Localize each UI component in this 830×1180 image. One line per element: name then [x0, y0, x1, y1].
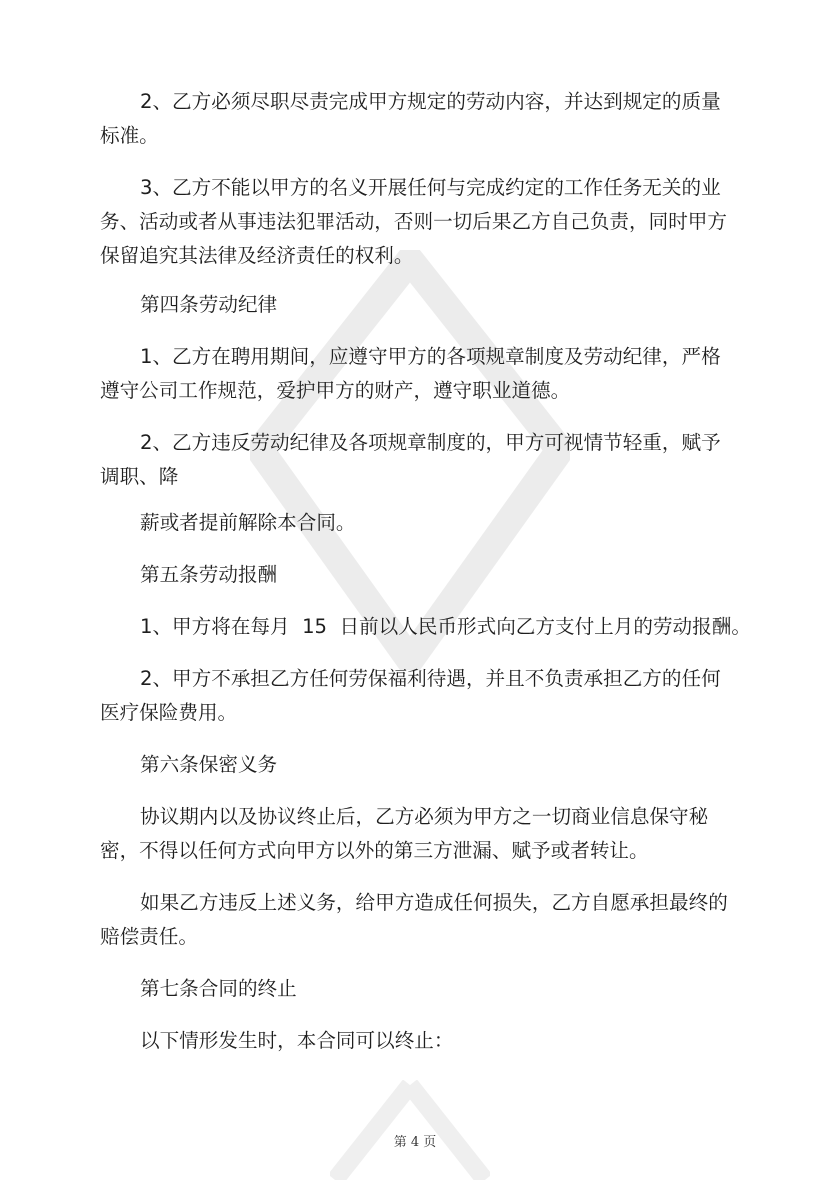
paragraph-line: 协议期内以及协议终止后，乙方必须为甲方之一切商业信息保守秘 [140, 805, 709, 828]
watermark-bottom [330, 1080, 490, 1180]
paragraph-line: 务、活动或者从事违法犯罪活动，否则一切后果乙方自己负责，同时甲方 [100, 210, 727, 233]
paragraph-line: 薪或者提前解除本合同。 [140, 511, 356, 534]
page-number: 第 4 页 [393, 1135, 437, 1150]
paragraph-line: 密，不得以任何方式向甲方以外的第三方泄漏、赋予或者转让。 [100, 839, 649, 862]
paragraph-line: 赔偿责任。 [100, 925, 198, 948]
paragraph-line: 3、乙方不能以甲方的名义开展任何与完成约定的工作任务无关的业 [140, 176, 721, 199]
paragraph-line: 调职、降 [100, 465, 179, 488]
paragraph-line: 标准。 [100, 124, 159, 147]
paragraph-line: 遵守公司工作规范，爱护甲方的财产，遵守职业道德。 [100, 379, 571, 402]
paragraph-line: 医疗保险费用。 [100, 701, 238, 724]
section-heading: 第六条保密义务 [140, 753, 278, 776]
watermark [250, 250, 570, 670]
paragraph-line: 以下情形发生时，本合同可以终止： [140, 1029, 454, 1052]
section-heading: 第四条劳动纪律 [140, 293, 278, 316]
paragraph-line: 1、乙方在聘用期间，应遵守甲方的各项规章制度及劳动纪律，严格 [140, 345, 721, 368]
section-heading: 第七条合同的终止 [140, 977, 297, 1000]
paragraph-line: 2、乙方必须尽职尽责完成甲方规定的劳动内容，并达到规定的质量 [140, 90, 721, 113]
paragraph-line: 保留追究其法律及经济责任的权利。 [100, 244, 414, 267]
paragraph-line: 2、乙方违反劳动纪律及各项规章制度的，甲方可视情节轻重，赋予 [140, 431, 721, 454]
paragraph-line: 1、甲方将在每月 15 日前以人民币形式向乙方支付上月的劳动报酬。 [140, 615, 751, 638]
paragraph-line: 2、甲方不承担乙方任何劳保福利待遇，并且不负责承担乙方的任何 [140, 667, 721, 690]
paragraph-line: 如果乙方违反上述义务，给甲方造成任何损失，乙方自愿承担最终的 [140, 891, 728, 914]
section-heading: 第五条劳动报酬 [140, 563, 278, 586]
